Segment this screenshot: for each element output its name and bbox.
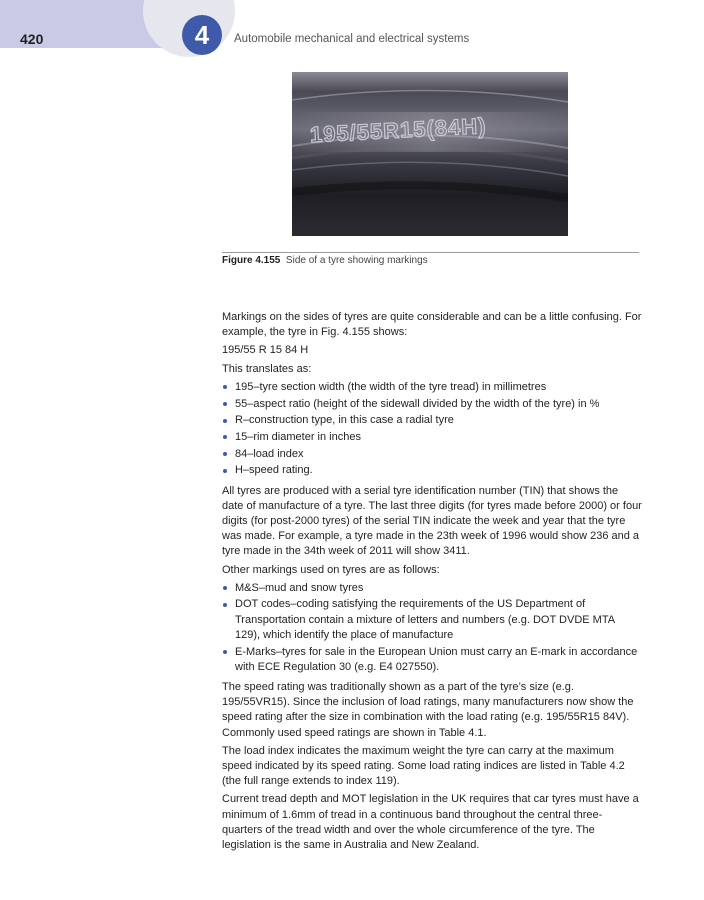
caption-text: Side of a tyre showing markings xyxy=(285,255,428,266)
paragraph: 195/55 R 15 84 H xyxy=(222,344,309,357)
marking-list xyxy=(222,380,642,479)
paragraph: Current tread depth and MOT legislation in the UK requires that car tyres must have a minimum of 1.6mm of tread in a continuous band throughout the central three-quarters of the tread width and over the whole circumference of the tyre. The legislation is the same in Australia and New Zealand. xyxy=(222,793,639,851)
chapter-number-badge: 4 xyxy=(182,15,222,55)
paragraph: This translates as: xyxy=(222,362,312,375)
running-title: Automobile mechanical and electrical systems xyxy=(234,33,470,45)
list-item: DOT codes–coding satisfying the requirements of the US Department of Transportation contain a mixture of letters and numbers (e.g. DOT DVDE MTA 129), which identify the place of manufacture xyxy=(222,597,642,643)
figure-caption xyxy=(222,255,428,266)
page-number: 420 xyxy=(20,31,44,47)
list-item: R–construction type, in this case a radial tyre xyxy=(222,413,642,428)
tyre-photo xyxy=(292,72,568,236)
other-markings-list xyxy=(222,581,642,675)
paragraph: The load index indicates the maximum weight the tyre can carry at the maximum speed indicated by its speed rating. Some load rating indices are listed in Table 4.2 (the full range extends to index 119). xyxy=(222,744,625,788)
list-item: E-Marks–tyres for sale in the European Union must carry an E-mark in accordance with ECE Regulation 30 (e.g. E4 027550). xyxy=(222,645,642,675)
paragraph: All tyres are produced with a serial tyre identification number (TIN) that shows the date of manufacture of a tyre. The last three digits (for tyres made before 2000) or four digits (for post-2000 tyres) of the serial TIN indicate the week and year that the tyre was made. For example, a tyre made in the 23th week of 1996 would show 236 and a tyre made in the 34th week of 2011 will show 3411. xyxy=(222,484,642,558)
paragraph: Other markings used on tyres are as follows: xyxy=(222,563,440,576)
list-item: H–speed rating. xyxy=(222,463,642,478)
caption-label: Figure 4.155 xyxy=(222,255,281,266)
paragraph: The speed rating was traditionally shown as a part of the tyre’s size (e.g. 195/55VR15). Since the inclusion of load ratings, many manufacturers now show the speed rating after the size in combination with the load rating (e.g. 195/55R15 84V). Commonly used speed ratings are shown in Table 4.1. xyxy=(222,680,634,739)
caption-rule xyxy=(222,252,639,253)
list-item: M&S–mud and snow tyres xyxy=(222,581,642,596)
body-text xyxy=(222,310,642,856)
list-item: 55–aspect ratio (height of the sidewall divided by the width of the tyre) in % xyxy=(222,397,642,412)
paragraph: Markings on the sides of tyres are quite considerable and can be a little confusing. For example, the tyre in Fig. 4.155 shows: xyxy=(222,311,642,339)
list-item: 15–rim diameter in inches xyxy=(222,430,642,445)
sidewall-marking: 195/55R15(84H) xyxy=(309,113,488,148)
list-item: 195–tyre section width (the width of the tyre tread) in millimetres xyxy=(222,380,642,395)
list-item: 84–load index xyxy=(222,447,642,462)
tyre-sidewall-illustration xyxy=(292,72,568,236)
